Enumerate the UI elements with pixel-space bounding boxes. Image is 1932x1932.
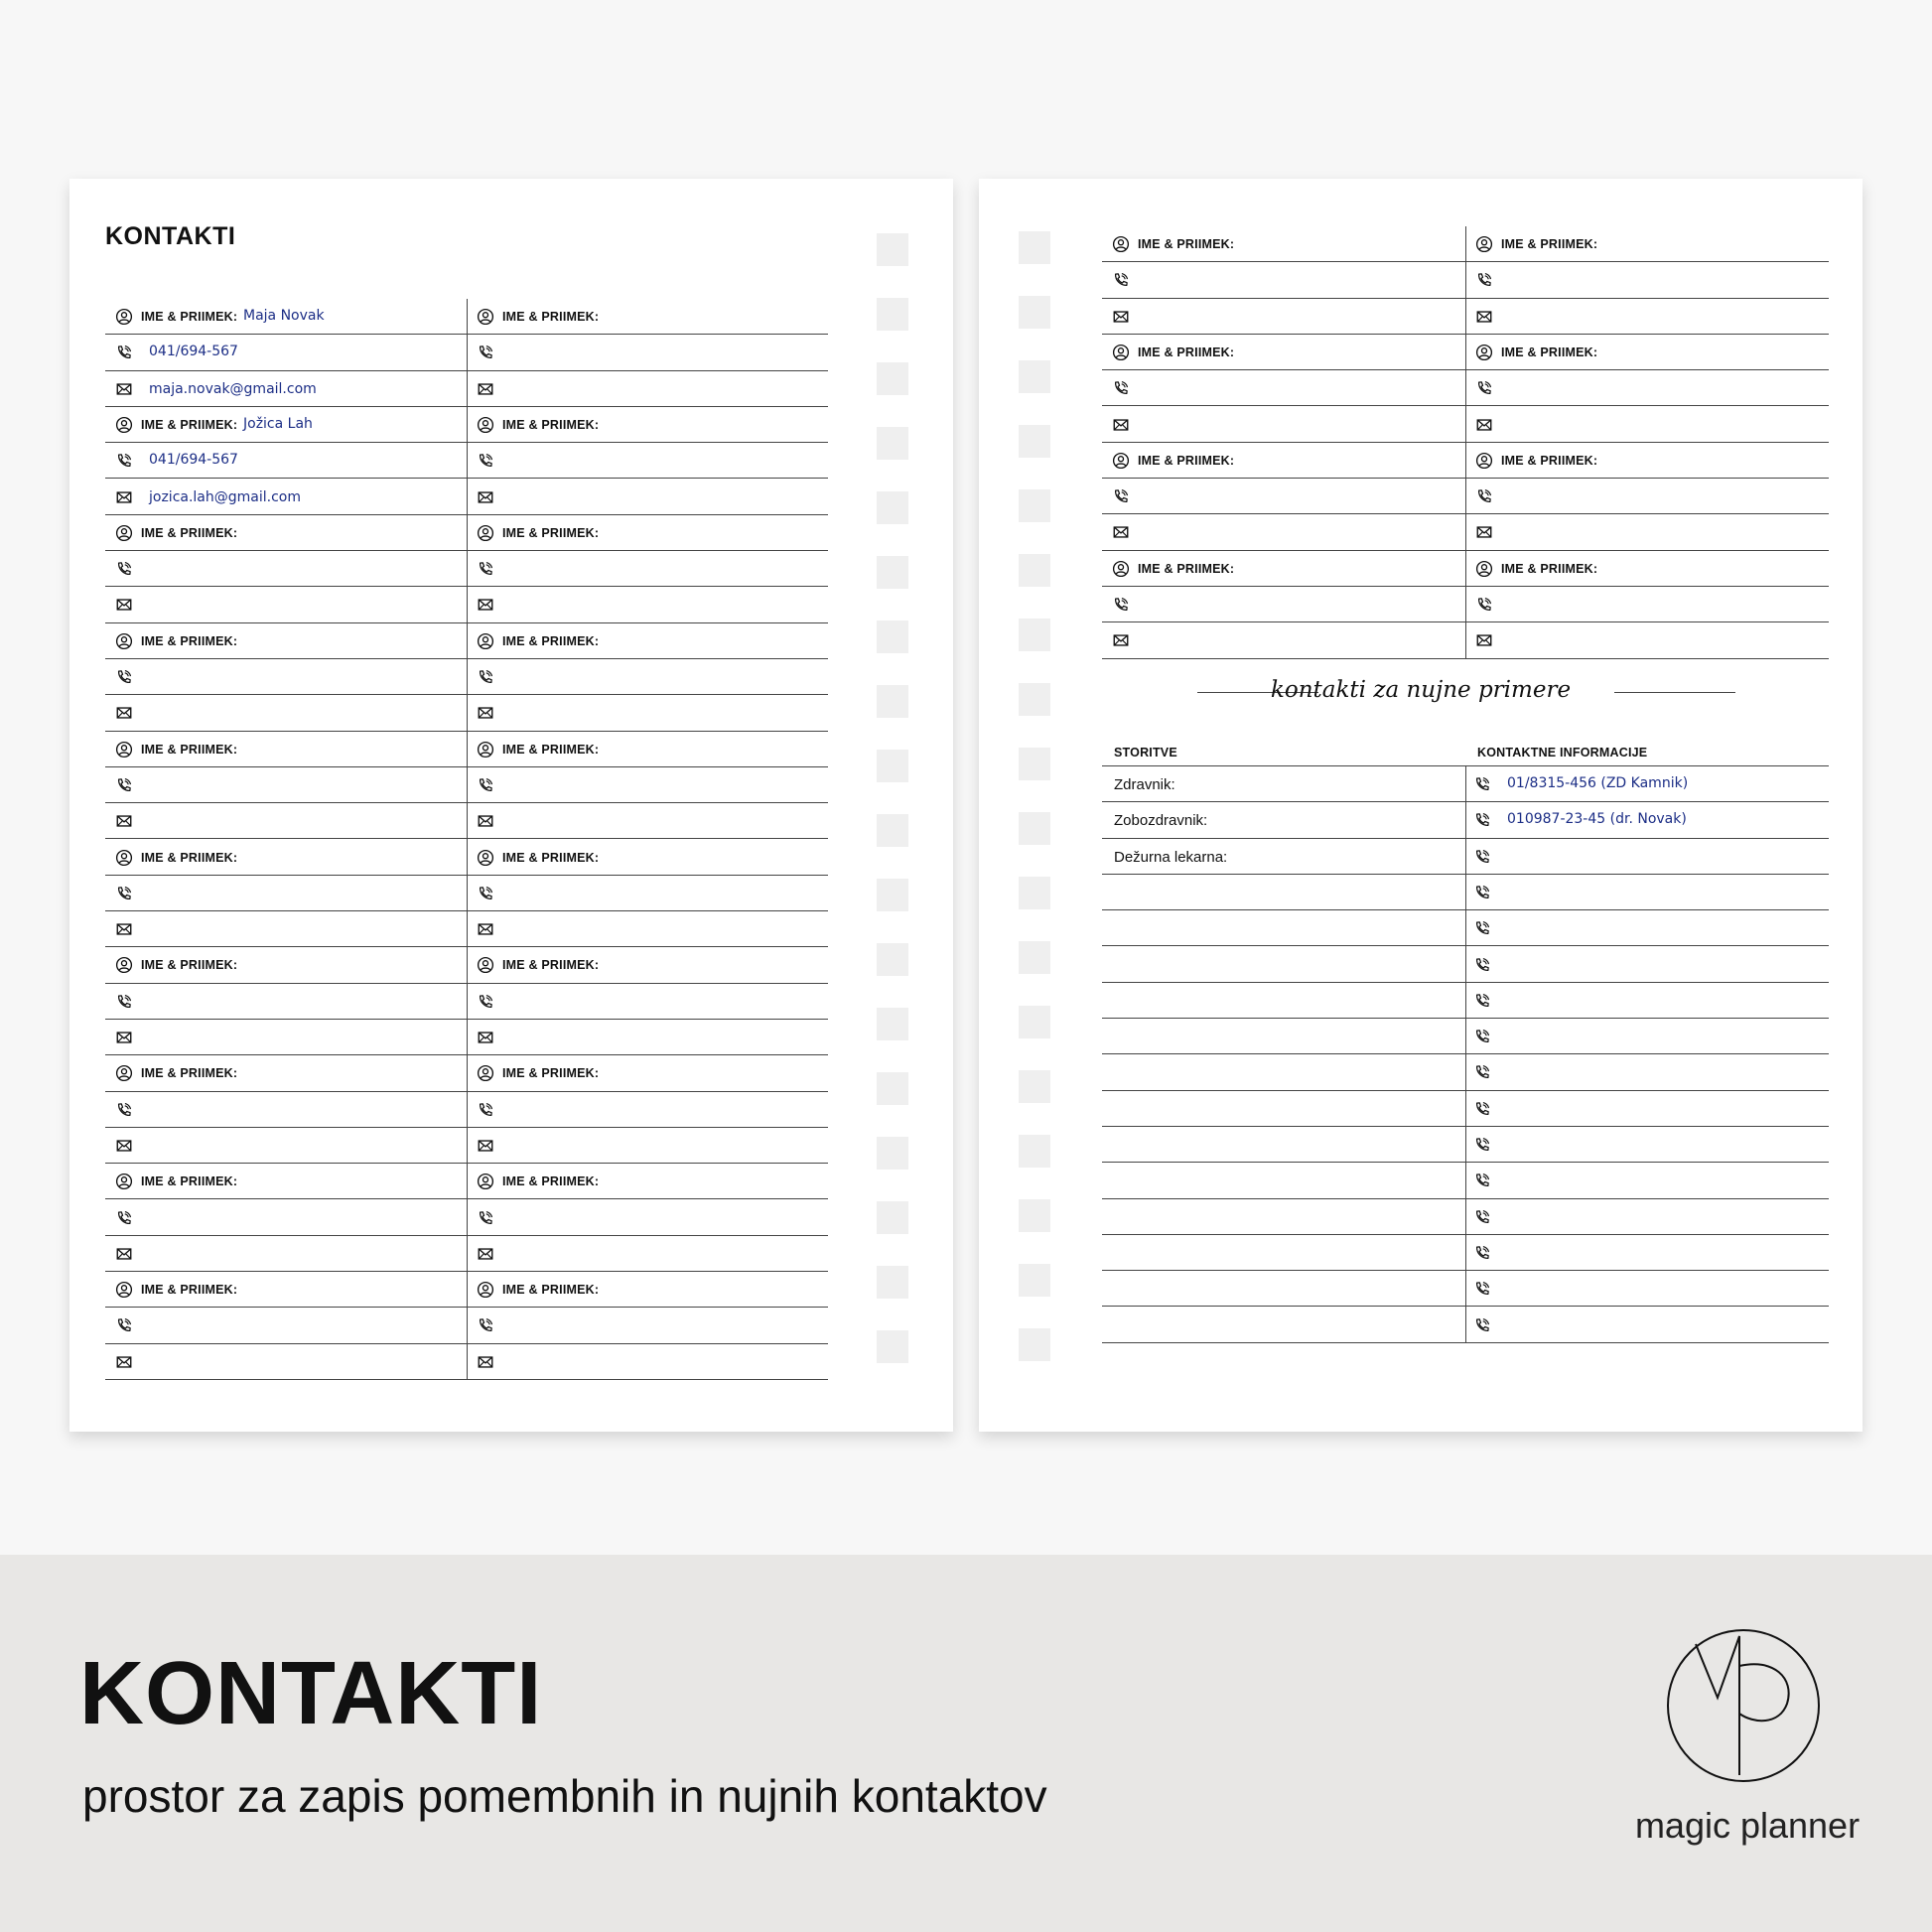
name-label: IME & PRIIMEK: (1501, 453, 1598, 468)
phone-icon (1475, 487, 1493, 505)
banner-subtitle: prostor za zapis pomembnih in nujnih kontaktov (82, 1770, 1047, 1822)
user-circle-icon (1112, 344, 1130, 361)
contact-phone-row[interactable] (105, 659, 467, 695)
index-tab[interactable] (1019, 1328, 1050, 1361)
contact-phone-row[interactable] (105, 443, 467, 479)
contact-email-row[interactable] (1465, 299, 1829, 335)
index-tab[interactable] (877, 621, 908, 653)
contact-name-row[interactable] (105, 1164, 467, 1199)
service-label[interactable]: Zdravnik: (1114, 776, 1175, 793)
contact-email-value[interactable]: maja.novak@gmail.com (149, 380, 317, 397)
index-tab[interactable] (1019, 877, 1050, 909)
emergency-column-divider (1465, 766, 1466, 1343)
user-circle-icon (477, 956, 494, 974)
left-page (69, 179, 953, 1432)
index-tab[interactable] (1019, 360, 1050, 393)
contact-name-row[interactable] (467, 732, 828, 767)
contact-phone-row[interactable] (467, 659, 828, 695)
contact-email-row[interactable] (105, 371, 467, 407)
contact-email-row[interactable] (105, 803, 467, 839)
contact-name-row[interactable] (1102, 443, 1465, 479)
contact-email-row[interactable] (1465, 622, 1829, 658)
name-label: IME & PRIIMEK: (1501, 237, 1598, 251)
user-circle-icon (115, 1064, 133, 1082)
contact-email-row[interactable] (467, 695, 828, 731)
contact-email-row[interactable] (467, 1128, 828, 1164)
contact-email-row[interactable] (105, 587, 467, 622)
phone-icon (1112, 487, 1130, 505)
index-tab[interactable] (877, 1072, 908, 1105)
envelope-icon (115, 380, 133, 398)
index-tab[interactable] (877, 491, 908, 524)
contact-phone-row[interactable] (467, 443, 828, 479)
user-circle-icon (1475, 560, 1493, 578)
name-label: IME & PRIIMEK: (141, 633, 238, 648)
envelope-icon (115, 1353, 133, 1371)
brand-name: magic planner (1634, 1805, 1861, 1846)
contact-name-row[interactable] (1102, 335, 1465, 370)
user-circle-icon (477, 524, 494, 542)
contact-name-row[interactable] (467, 947, 828, 983)
contact-name-row[interactable] (1465, 335, 1829, 370)
index-tab[interactable] (877, 685, 908, 718)
phone-icon (477, 668, 494, 686)
phone-icon (1112, 271, 1130, 289)
contact-email-row[interactable] (467, 1236, 828, 1272)
index-tab[interactable] (1019, 296, 1050, 329)
user-circle-icon (477, 308, 494, 326)
user-circle-icon (1475, 344, 1493, 361)
envelope-icon (477, 1353, 494, 1371)
name-label: IME & PRIIMEK: (502, 417, 600, 432)
contact-phone-value[interactable]: 041/694-567 (149, 452, 238, 469)
user-circle-icon (1112, 560, 1130, 578)
phone-icon (1112, 596, 1130, 614)
envelope-icon (1475, 523, 1493, 541)
contact-email-row[interactable] (1102, 514, 1465, 550)
index-tab[interactable] (877, 750, 908, 782)
contact-phone-row[interactable] (467, 1092, 828, 1128)
contact-phone-row[interactable] (105, 1200, 467, 1236)
user-circle-icon (477, 741, 494, 759)
user-circle-icon (115, 849, 133, 867)
contact-email-row[interactable] (105, 1236, 467, 1272)
contact-name-row[interactable] (105, 299, 467, 335)
phone-icon (477, 344, 494, 361)
contact-column-2 (1465, 226, 1829, 659)
index-tab[interactable] (877, 556, 908, 589)
user-circle-icon (1112, 235, 1130, 253)
envelope-icon (115, 1029, 133, 1046)
envelope-icon (477, 1137, 494, 1155)
phone-icon (1473, 956, 1491, 974)
contact-email-row[interactable] (467, 587, 828, 622)
contact-phone-row[interactable] (467, 551, 828, 587)
name-label: IME & PRIIMEK: (141, 1066, 238, 1081)
index-tab[interactable] (877, 1266, 908, 1299)
contact-name-row[interactable] (467, 840, 828, 876)
contact-email-row[interactable] (1102, 299, 1465, 335)
contact-phone-row[interactable] (105, 1308, 467, 1343)
envelope-icon (1475, 416, 1493, 434)
contact-phone-row[interactable] (1465, 479, 1829, 514)
name-label: IME & PRIIMEK: (141, 1174, 238, 1189)
phone-icon (115, 993, 133, 1011)
index-tab[interactable] (877, 427, 908, 460)
contact-name-value[interactable]: Jožica Lah (243, 415, 313, 432)
contact-phone-row[interactable] (105, 1092, 467, 1128)
envelope-icon (477, 596, 494, 614)
name-label: IME & PRIIMEK: (141, 742, 238, 757)
phone-icon (115, 668, 133, 686)
index-tab[interactable] (877, 233, 908, 266)
index-tab[interactable] (877, 1330, 908, 1363)
name-label: IME & PRIIMEK: (502, 850, 600, 865)
phone-icon (477, 776, 494, 794)
user-circle-icon (477, 1064, 494, 1082)
index-tab[interactable] (877, 943, 908, 976)
contact-phone-row[interactable] (1102, 262, 1465, 298)
contact-phone-row[interactable] (467, 335, 828, 370)
phone-icon (1112, 379, 1130, 397)
user-circle-icon (115, 416, 133, 434)
phone-icon (115, 885, 133, 902)
contact-phone-row[interactable] (467, 767, 828, 803)
contact-email-row[interactable] (105, 1128, 467, 1164)
contact-name-row[interactable] (105, 1055, 467, 1091)
emergency-header-row (1102, 733, 1829, 766)
contact-phone-row[interactable] (105, 551, 467, 587)
contact-phone-row[interactable] (105, 984, 467, 1020)
contact-phone-row[interactable] (105, 876, 467, 911)
phone-icon (1473, 1244, 1491, 1262)
name-label: IME & PRIIMEK: (502, 1066, 600, 1081)
name-label: IME & PRIIMEK: (502, 310, 600, 324)
name-label: IME & PRIIMEK: (1138, 453, 1235, 468)
user-circle-icon (115, 1173, 133, 1190)
phone-icon (1475, 596, 1493, 614)
contact-email-row[interactable] (1465, 407, 1829, 443)
name-label: IME & PRIIMEK: (502, 1283, 600, 1298)
index-tab[interactable] (877, 1008, 908, 1040)
name-label: IME & PRIIMEK: (141, 850, 238, 865)
emergency-contact-value[interactable]: 01/8315-456 (ZD Kamnik) (1507, 775, 1689, 791)
contact-phone-row[interactable] (1465, 587, 1829, 622)
phone-icon (1475, 271, 1493, 289)
name-label: IME & PRIIMEK: (502, 958, 600, 973)
phone-icon (115, 776, 133, 794)
envelope-icon (1112, 308, 1130, 326)
contact-email-row[interactable] (105, 695, 467, 731)
right-page (979, 179, 1863, 1432)
phone-icon (1473, 1280, 1491, 1298)
contact-name-row[interactable] (1102, 551, 1465, 587)
name-label: IME & PRIIMEK: (141, 525, 238, 540)
phone-icon (1475, 379, 1493, 397)
emergency-contact-value[interactable]: 010987-23-45 (dr. Novak) (1507, 811, 1687, 828)
contact-phone-row[interactable] (105, 767, 467, 803)
index-tab[interactable] (1019, 1199, 1050, 1232)
contact-name-value[interactable]: Maja Novak (243, 308, 325, 324)
phone-icon (1473, 1100, 1491, 1118)
contacts-grid-right (1102, 226, 1829, 659)
contact-email-row[interactable] (467, 911, 828, 947)
name-label: IME & PRIIMEK: (1138, 561, 1235, 576)
user-circle-icon (477, 849, 494, 867)
phone-icon (115, 1316, 133, 1334)
envelope-icon (115, 596, 133, 614)
header-contact: KONTAKTNE INFORMACIJE (1477, 746, 1648, 759)
index-tab[interactable] (877, 362, 908, 395)
contact-email-row[interactable] (467, 480, 828, 515)
phone-icon (477, 885, 494, 902)
phone-icon (1473, 992, 1491, 1010)
contact-email-value[interactable]: jozica.lah@gmail.com (149, 488, 301, 505)
contact-phone-row[interactable] (1102, 479, 1465, 514)
contact-phone-row[interactable] (467, 1308, 828, 1343)
contact-name-row[interactable] (467, 1272, 828, 1308)
contact-name-row[interactable] (105, 732, 467, 767)
contact-name-row[interactable] (105, 1272, 467, 1308)
index-tab[interactable] (1019, 425, 1050, 458)
envelope-icon (1475, 308, 1493, 326)
contact-email-row[interactable] (467, 1344, 828, 1380)
phone-icon (1473, 1063, 1491, 1081)
name-label: IME & PRIIMEK: (502, 742, 600, 757)
phone-icon (1473, 848, 1491, 866)
phone-icon (477, 1316, 494, 1334)
envelope-icon (115, 1245, 133, 1263)
phone-icon (115, 452, 133, 470)
contact-phone-row[interactable] (1465, 370, 1829, 406)
phone-icon (477, 993, 494, 1011)
contact-email-row[interactable] (1102, 622, 1465, 658)
envelope-icon (115, 704, 133, 722)
user-circle-icon (477, 1173, 494, 1190)
contact-phone-row[interactable] (1102, 587, 1465, 622)
phone-icon (1473, 1316, 1491, 1334)
phone-icon (477, 452, 494, 470)
phone-icon (115, 1209, 133, 1227)
index-tab[interactable] (1019, 489, 1050, 522)
user-circle-icon (477, 1281, 494, 1299)
contact-name-row[interactable] (1465, 443, 1829, 479)
header-service: STORITVE (1114, 746, 1177, 759)
contact-name-row[interactable] (105, 840, 467, 876)
contact-name-row[interactable] (105, 407, 467, 443)
contact-name-row[interactable] (1465, 226, 1829, 262)
index-tab[interactable] (1019, 812, 1050, 845)
index-tab[interactable] (1019, 1264, 1050, 1297)
name-label: IME & PRIIMEK: (141, 310, 238, 324)
envelope-icon (115, 1137, 133, 1155)
contact-email-row[interactable] (105, 1344, 467, 1380)
user-circle-icon (115, 1281, 133, 1299)
index-tab[interactable] (1019, 231, 1050, 264)
name-label: IME & PRIIMEK: (1501, 561, 1598, 576)
index-tab[interactable] (877, 879, 908, 911)
envelope-icon (1112, 631, 1130, 649)
contact-email-row[interactable] (1465, 514, 1829, 550)
phone-icon (1473, 1136, 1491, 1154)
user-circle-icon (477, 416, 494, 434)
index-tab[interactable] (1019, 1006, 1050, 1038)
emergency-section-title: kontakti za nujne primere (1270, 677, 1572, 703)
envelope-icon (477, 380, 494, 398)
contact-name-row[interactable] (105, 623, 467, 659)
user-circle-icon (115, 524, 133, 542)
index-tab[interactable] (877, 814, 908, 847)
envelope-icon (115, 488, 133, 506)
user-circle-icon (1475, 452, 1493, 470)
index-tab[interactable] (1019, 554, 1050, 587)
contact-phone-value[interactable]: 041/694-567 (149, 344, 238, 360)
index-tab[interactable] (877, 1137, 908, 1170)
envelope-icon (477, 920, 494, 938)
phone-icon (1473, 919, 1491, 937)
user-circle-icon (115, 956, 133, 974)
user-circle-icon (1112, 452, 1130, 470)
index-tab[interactable] (1019, 1135, 1050, 1168)
contact-phone-row[interactable] (467, 876, 828, 911)
banner-title: KONTAKTI (79, 1644, 543, 1743)
contact-email-row[interactable] (467, 803, 828, 839)
contact-column-1 (105, 299, 467, 1380)
name-label: IME & PRIIMEK: (502, 1174, 600, 1189)
user-circle-icon (1475, 235, 1493, 253)
envelope-icon (477, 704, 494, 722)
envelope-icon (115, 812, 133, 830)
envelope-icon (1112, 523, 1130, 541)
index-tab[interactable] (1019, 748, 1050, 780)
envelope-icon (477, 1029, 494, 1046)
phone-icon (1473, 1208, 1491, 1226)
column-divider (1465, 226, 1466, 659)
section-rule-right (1614, 692, 1735, 693)
contact-phone-row[interactable] (105, 335, 467, 370)
envelope-icon (477, 812, 494, 830)
contact-phone-row[interactable] (1102, 370, 1465, 406)
name-label: IME & PRIIMEK: (141, 1283, 238, 1298)
user-circle-icon (115, 632, 133, 650)
index-tab[interactable] (1019, 683, 1050, 716)
index-tab[interactable] (877, 1201, 908, 1234)
magic-planner-logo (1664, 1626, 1823, 1785)
phone-icon (1473, 775, 1491, 793)
name-label: IME & PRIIMEK: (1138, 237, 1235, 251)
contact-name-row[interactable] (105, 947, 467, 983)
contact-name-row[interactable] (467, 1164, 828, 1199)
contact-email-row[interactable] (105, 911, 467, 947)
phone-icon (115, 1101, 133, 1119)
contact-name-row[interactable] (467, 623, 828, 659)
phone-icon (115, 344, 133, 361)
name-label: IME & PRIIMEK: (1501, 345, 1598, 359)
phone-icon (1473, 1172, 1491, 1189)
envelope-icon (1475, 631, 1493, 649)
name-label: IME & PRIIMEK: (502, 525, 600, 540)
contact-name-row[interactable] (1465, 551, 1829, 587)
user-circle-icon (477, 632, 494, 650)
phone-icon (1473, 811, 1491, 829)
service-label[interactable]: Dežurna lekarna: (1114, 848, 1228, 866)
contact-name-row[interactable] (467, 299, 828, 335)
service-label[interactable]: Zobozdravnik: (1114, 812, 1208, 830)
phone-icon (477, 1209, 494, 1227)
envelope-icon (477, 1245, 494, 1263)
envelope-icon (1112, 416, 1130, 434)
contact-email-row[interactable] (105, 1020, 467, 1055)
phone-icon (1473, 1028, 1491, 1045)
phone-icon (115, 560, 133, 578)
contacts-grid-left (105, 299, 828, 1380)
contact-phone-row[interactable] (467, 984, 828, 1020)
phone-icon (1473, 884, 1491, 901)
user-circle-icon (115, 308, 133, 326)
index-tab[interactable] (1019, 941, 1050, 974)
contact-name-row[interactable] (1102, 226, 1465, 262)
page-title: KONTAKTI (105, 222, 236, 250)
contact-phone-row[interactable] (1465, 262, 1829, 298)
index-tab[interactable] (877, 298, 908, 331)
contact-name-row[interactable] (467, 407, 828, 443)
contact-name-row[interactable] (105, 515, 467, 551)
name-label: IME & PRIIMEK: (502, 633, 600, 648)
index-tab[interactable] (1019, 1070, 1050, 1103)
contact-column-1 (1102, 226, 1465, 659)
contact-column-2 (467, 299, 828, 1380)
name-label: IME & PRIIMEK: (141, 958, 238, 973)
name-label: IME & PRIIMEK: (1138, 345, 1235, 359)
envelope-icon (115, 920, 133, 938)
emergency-table (1102, 733, 1829, 1343)
index-tab[interactable] (1019, 619, 1050, 651)
phone-icon (477, 1101, 494, 1119)
envelope-icon (477, 488, 494, 506)
contact-email-row[interactable] (467, 371, 828, 407)
contact-email-row[interactable] (105, 480, 467, 515)
contact-name-row[interactable] (467, 515, 828, 551)
phone-icon (477, 560, 494, 578)
contact-phone-row[interactable] (467, 1200, 828, 1236)
contact-name-row[interactable] (467, 1055, 828, 1091)
contact-email-row[interactable] (467, 1020, 828, 1055)
name-label: IME & PRIIMEK: (141, 417, 238, 432)
contact-email-row[interactable] (1102, 407, 1465, 443)
column-divider (467, 299, 468, 1380)
user-circle-icon (115, 741, 133, 759)
